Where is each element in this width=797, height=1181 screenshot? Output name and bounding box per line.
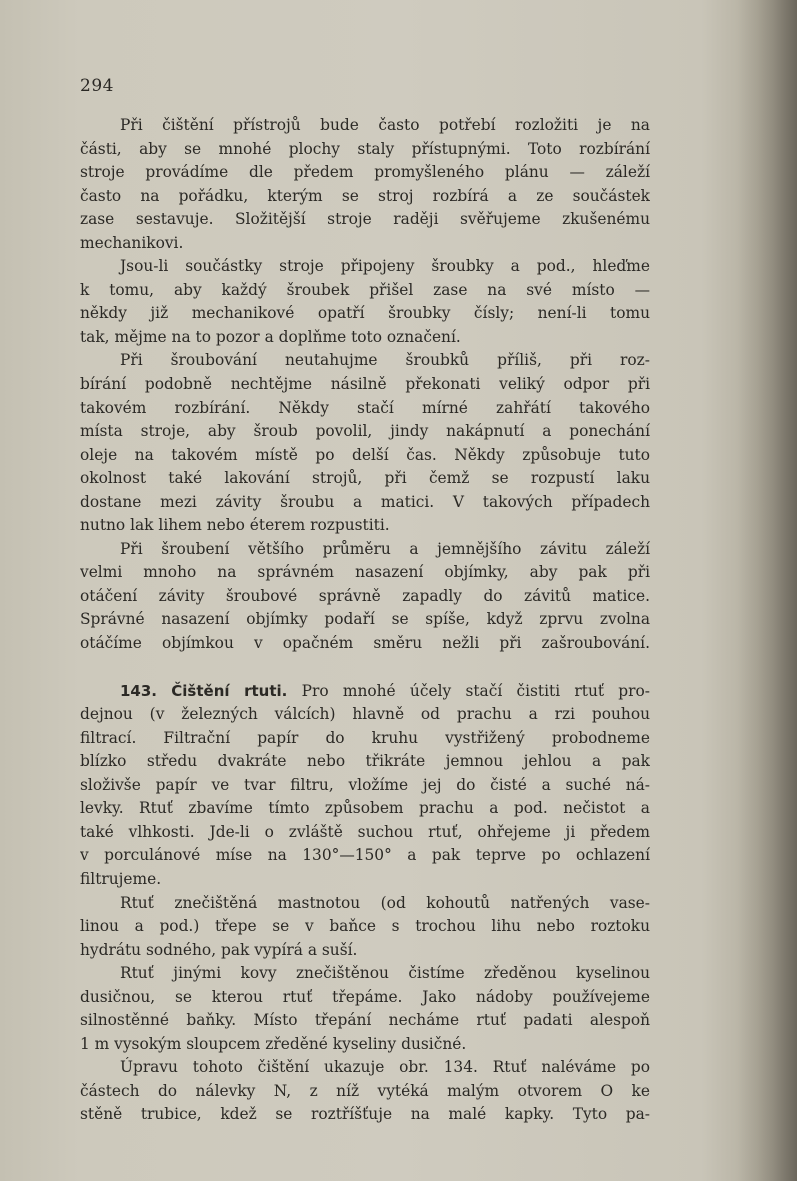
text-line: 1 m vysokým sloupcem zředěné kyseliny dusičné.	[80, 1034, 467, 1053]
text-line: Úpravu tohoto čištění ukazuje obr. 134. Rtuť naléváme po	[120, 1058, 650, 1077]
body-text	[80, 114, 650, 1127]
text-line: také vlhkosti. Jde-li o zvláště suchou rtuť, ohřejeme ji předem	[80, 822, 650, 841]
text-line: částech do nálevky N, z níž vytéká malým otvorem O ke	[80, 1081, 650, 1100]
text-line: stěně trubice, kdež se roztříšťuje na malé kapky. Tyto pa-	[80, 1105, 650, 1124]
text-line: dejnou (v železných válcích) hlavně od prachu a rzi pouhou	[80, 705, 650, 724]
text-line: Rtuť znečištěná mastnotou (od kohoutů natřených vase-	[120, 893, 650, 912]
page-number: 294	[80, 76, 114, 96]
text-line: velmi mnoho na správném nasazení objímky, aby pak při	[80, 563, 650, 582]
text-line: k tomu, aby každý šroubek přišel zase na své místo —	[80, 280, 650, 299]
section-gap	[80, 656, 650, 680]
page-edge-shadow	[737, 0, 797, 1181]
text-line: nutno lak lihem nebo éterem rozpustiti.	[80, 516, 390, 535]
text-line: Při čištění přístrojů bude často potřebí rozložiti je na	[120, 116, 650, 134]
section-heading-line	[80, 680, 650, 704]
text-line: zase sestavuje. Složitější stroje raději svěřujeme zkušenému	[80, 210, 650, 229]
text-line: Správné nasazení objímky podaří se spíše, když zprvu zvolna	[80, 610, 650, 629]
text-line: Při šroubení většího průměru a jemnějšího závitu záleží	[120, 539, 650, 558]
text-line: tak, mějme na to pozor a doplňme toto označení.	[80, 327, 461, 346]
text-line: filtrací. Filtrační papír do kruhu vystřižený probodneme	[80, 728, 650, 747]
text-line: otáčení závity šroubové správně zapadly do závitů matice.	[80, 586, 650, 605]
text-line: bírání podobně nechtějme násilně překonati veliký odpor při	[80, 375, 650, 394]
text-line: složivše papír ve tvar filtru, vložíme jej do čisté a suché ná-	[80, 775, 650, 794]
text-line: blízko středu dvakráte nebo třikráte jemnou jehlou a pak	[80, 752, 650, 771]
text-line: filtrujeme.	[80, 869, 162, 888]
text-line: dusičnou, se kterou rtuť třepáme. Jako nádoby používejeme	[80, 987, 650, 1006]
text-line: linou a pod.) třepe se v baňce s trochou lihu nebo roztoku	[80, 917, 650, 936]
text-line: Rtuť jinými kovy znečištěnou čistíme zředěnou kyselinou	[120, 964, 650, 983]
text-line: v porculánové míse na 130°—150° a pak teprve po ochlazení	[80, 846, 650, 865]
text-line: oleje na takovém místě po delší čas. Někdy způsobuje tuto	[80, 445, 650, 464]
section-number: 143.	[120, 681, 158, 700]
text-line: Jsou-li součástky stroje připojeny šroubky a pod., hleďme	[120, 257, 650, 276]
text-line: někdy již mechanikové opatří šroubky čísly; není-li tomu	[80, 304, 650, 323]
section-first-line: Pro mnohé účely stačí čistiti rtuť pro-	[301, 681, 650, 700]
text-line: otáčíme objímkou v opačném směru nežli při zašroubování.	[80, 634, 650, 653]
text-line: stroje provádíme dle předem promyšleného plánu — záleží	[80, 163, 650, 182]
text-line: levky. Rtuť zbavíme tímto způsobem prachu a pod. nečistot a	[80, 799, 650, 818]
text-line: okolnost také lakování strojů, při čemž se rozpustí laku	[80, 469, 650, 488]
section-title: Čištění rtuti.	[171, 681, 288, 700]
text-line: Při šroubování neutahujme šroubků příliš, při roz-	[120, 351, 650, 370]
text-line: takovém rozbírání. Někdy stačí mírné zahřátí takového	[80, 398, 650, 417]
text-line: často na pořádku, kterým se stroj rozbírá a ze součástek	[80, 186, 650, 205]
text-line: dostane mezi závity šroubu a matici. V takových případech	[80, 492, 650, 511]
text-line: hydrátu sodného, pak vypírá a suší.	[80, 940, 358, 959]
text-line: části, aby se mnohé plochy staly přístupnými. Toto rozbírání	[80, 139, 650, 158]
text-line: mechanikovi.	[80, 233, 184, 252]
text-line: místa stroje, aby šroub povolil, jindy nakápnutí a ponechání	[80, 422, 650, 441]
text-line: silnostěnné baňky. Místo třepání necháme rtuť padati alespoň	[80, 1011, 650, 1030]
